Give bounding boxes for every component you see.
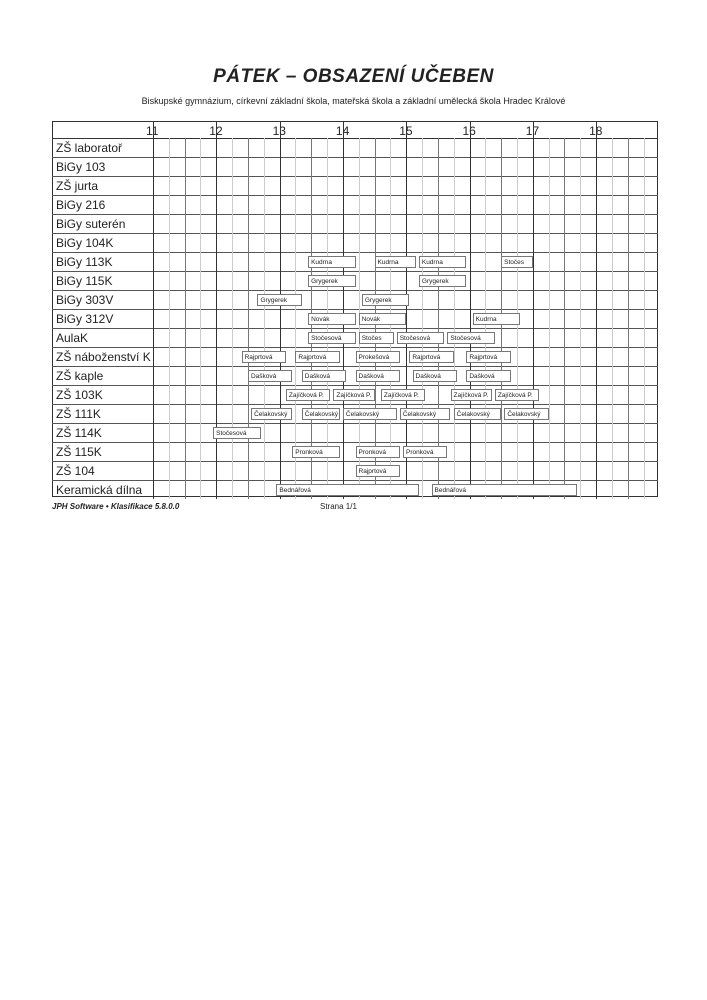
quarter-gridline	[612, 138, 613, 499]
room-label: BiGy suterén	[56, 217, 126, 231]
row-divider	[52, 480, 658, 481]
schedule-slot: Zajíčková P.	[381, 389, 425, 401]
schedule-slot: Stočes	[359, 332, 394, 344]
hour-gridline	[280, 121, 281, 499]
room-label: ZŠ náboženství K	[56, 350, 151, 364]
schedule-slot: Čelakovský	[400, 408, 451, 420]
room-label: ZŠ jurta	[56, 179, 99, 193]
quarter-gridline	[169, 138, 170, 499]
quarter-gridline	[564, 138, 565, 499]
row-divider	[52, 214, 658, 215]
schedule-slot: Pronková	[403, 446, 447, 458]
row-divider	[52, 290, 658, 291]
schedule-slot: Kudrna	[473, 313, 520, 325]
row-divider	[52, 366, 658, 367]
hour-label: 17	[525, 124, 540, 138]
room-label: BiGy 103	[56, 160, 106, 174]
schedule-slot: Grygerek	[257, 294, 301, 306]
quarter-gridline	[185, 138, 186, 499]
quarter-gridline	[248, 138, 249, 499]
room-label: BiGy 312V	[56, 312, 114, 326]
schedule-slot: Dašková	[302, 370, 346, 382]
row-divider	[52, 442, 658, 443]
row-divider	[52, 385, 658, 386]
quarter-gridline	[644, 138, 645, 499]
hour-label: 16	[462, 124, 476, 138]
label-column-divider	[153, 121, 154, 499]
row-divider	[52, 347, 658, 348]
room-label: ZŠ 103K	[56, 388, 103, 402]
header-divider	[52, 138, 658, 139]
row-divider	[52, 309, 658, 310]
schedule-slot: Stočesová	[308, 332, 355, 344]
schedule-slot: Rajprtová	[356, 465, 400, 477]
schedule-slot: Prokešová	[356, 351, 400, 363]
hour-label: 15	[399, 124, 413, 138]
schedule-slot: Kudrna	[375, 256, 416, 268]
row-divider	[52, 404, 658, 405]
schedule-slot: Dašková	[356, 370, 400, 382]
room-label: Keramická dílna	[56, 483, 143, 497]
room-label: BiGy 104K	[56, 236, 114, 250]
schedule-slot: Dašková	[466, 370, 510, 382]
schedule-slot: Stočes	[501, 256, 533, 268]
schedule-slot: Čelakovský	[251, 408, 292, 420]
room-label: BiGy 303V	[56, 293, 114, 307]
room-label: ZŠ 114K	[56, 426, 102, 440]
schedule-slot: Zajíčková P.	[495, 389, 539, 401]
schedule-slot: Novák	[308, 313, 355, 325]
page-number: Strana 1/1	[320, 502, 357, 511]
room-label: BiGy 216	[56, 198, 106, 212]
row-divider	[52, 195, 658, 196]
schedule-slot: Grygerek	[308, 275, 355, 287]
schedule-slot: Kudrna	[308, 256, 355, 268]
school-name: Biskupské gymnázium, církevní základní škola, mateřská škola a základní umělecká škola Hradec Králové	[141, 96, 566, 106]
schedule-slot: Novák	[359, 313, 406, 325]
schedule-slot: Čelakovský	[343, 408, 397, 420]
schedule-slot: Rajprtová	[466, 351, 510, 363]
schedule-slot: Rajprtová	[409, 351, 453, 363]
schedule-slot: Zajíčková P.	[286, 389, 330, 401]
row-divider	[52, 176, 658, 177]
room-label: ZŠ laboratoř	[56, 141, 123, 155]
room-label: ZŠ 115K	[56, 445, 102, 459]
software-footer: JPH Software • Klasifikace 5.8.0.0	[52, 502, 180, 511]
room-label: AulaK	[56, 331, 89, 345]
room-label: BiGy 113K	[56, 255, 113, 269]
room-label: ZŠ 111K	[56, 407, 101, 421]
hour-gridline	[533, 121, 534, 499]
schedule-slot: Zajíčková P.	[451, 389, 492, 401]
schedule-slot: Čelakovský	[302, 408, 340, 420]
quarter-gridline	[580, 138, 581, 499]
hour-label: 13	[272, 124, 286, 138]
quarter-gridline	[200, 138, 201, 499]
hour-gridline	[470, 121, 471, 499]
hour-label: 14	[335, 124, 350, 138]
schedule-slot: Kudrna	[419, 256, 466, 268]
hour-label: 12	[209, 124, 223, 138]
schedule-slot: Stočesová	[447, 332, 494, 344]
quarter-gridline	[628, 138, 629, 499]
schedule-slot: Stočesová	[397, 332, 444, 344]
schedule-slot: Rajprtová	[295, 351, 339, 363]
row-divider	[52, 328, 658, 329]
schedule-slot: Pronková	[292, 446, 339, 458]
schedule-slot: Zajíčková P.	[333, 389, 374, 401]
schedule-slot: Stočesová	[213, 427, 260, 439]
schedule-slot: Pronková	[356, 446, 400, 458]
hour-label: 18	[589, 124, 603, 138]
quarter-gridline	[454, 138, 455, 499]
schedule-slot: Čelakovský	[454, 408, 501, 420]
row-divider	[52, 271, 658, 272]
row-divider	[52, 233, 658, 234]
hour-gridline	[406, 121, 407, 499]
room-label: ZŠ 104	[56, 464, 95, 478]
schedule-slot: Čelakovský	[504, 408, 548, 420]
row-divider	[52, 252, 658, 253]
room-label: ZŠ kaple	[56, 369, 104, 383]
row-divider	[52, 157, 658, 158]
schedule-slot: Dašková	[413, 370, 457, 382]
quarter-gridline	[232, 138, 233, 499]
hour-gridline	[343, 121, 344, 499]
hour-label: 11	[146, 124, 159, 138]
schedule-slot: Grygerek	[419, 275, 466, 287]
quarter-gridline	[549, 138, 550, 499]
schedule-slot: Rajprtová	[242, 351, 286, 363]
row-divider	[52, 461, 658, 462]
schedule-slot: Bednářová	[276, 484, 418, 496]
room-label: BiGy 115K	[56, 274, 113, 288]
schedule-slot: Grygerek	[362, 294, 409, 306]
row-divider	[52, 423, 658, 424]
schedule-slot: Dašková	[248, 370, 292, 382]
hour-gridline	[596, 121, 597, 499]
hour-gridline	[216, 121, 217, 499]
schedule-slot: Bednářová	[432, 484, 578, 496]
page-title: PÁTEK – OBSAZENÍ UČEBEN	[213, 66, 494, 87]
quarter-gridline	[264, 138, 265, 499]
